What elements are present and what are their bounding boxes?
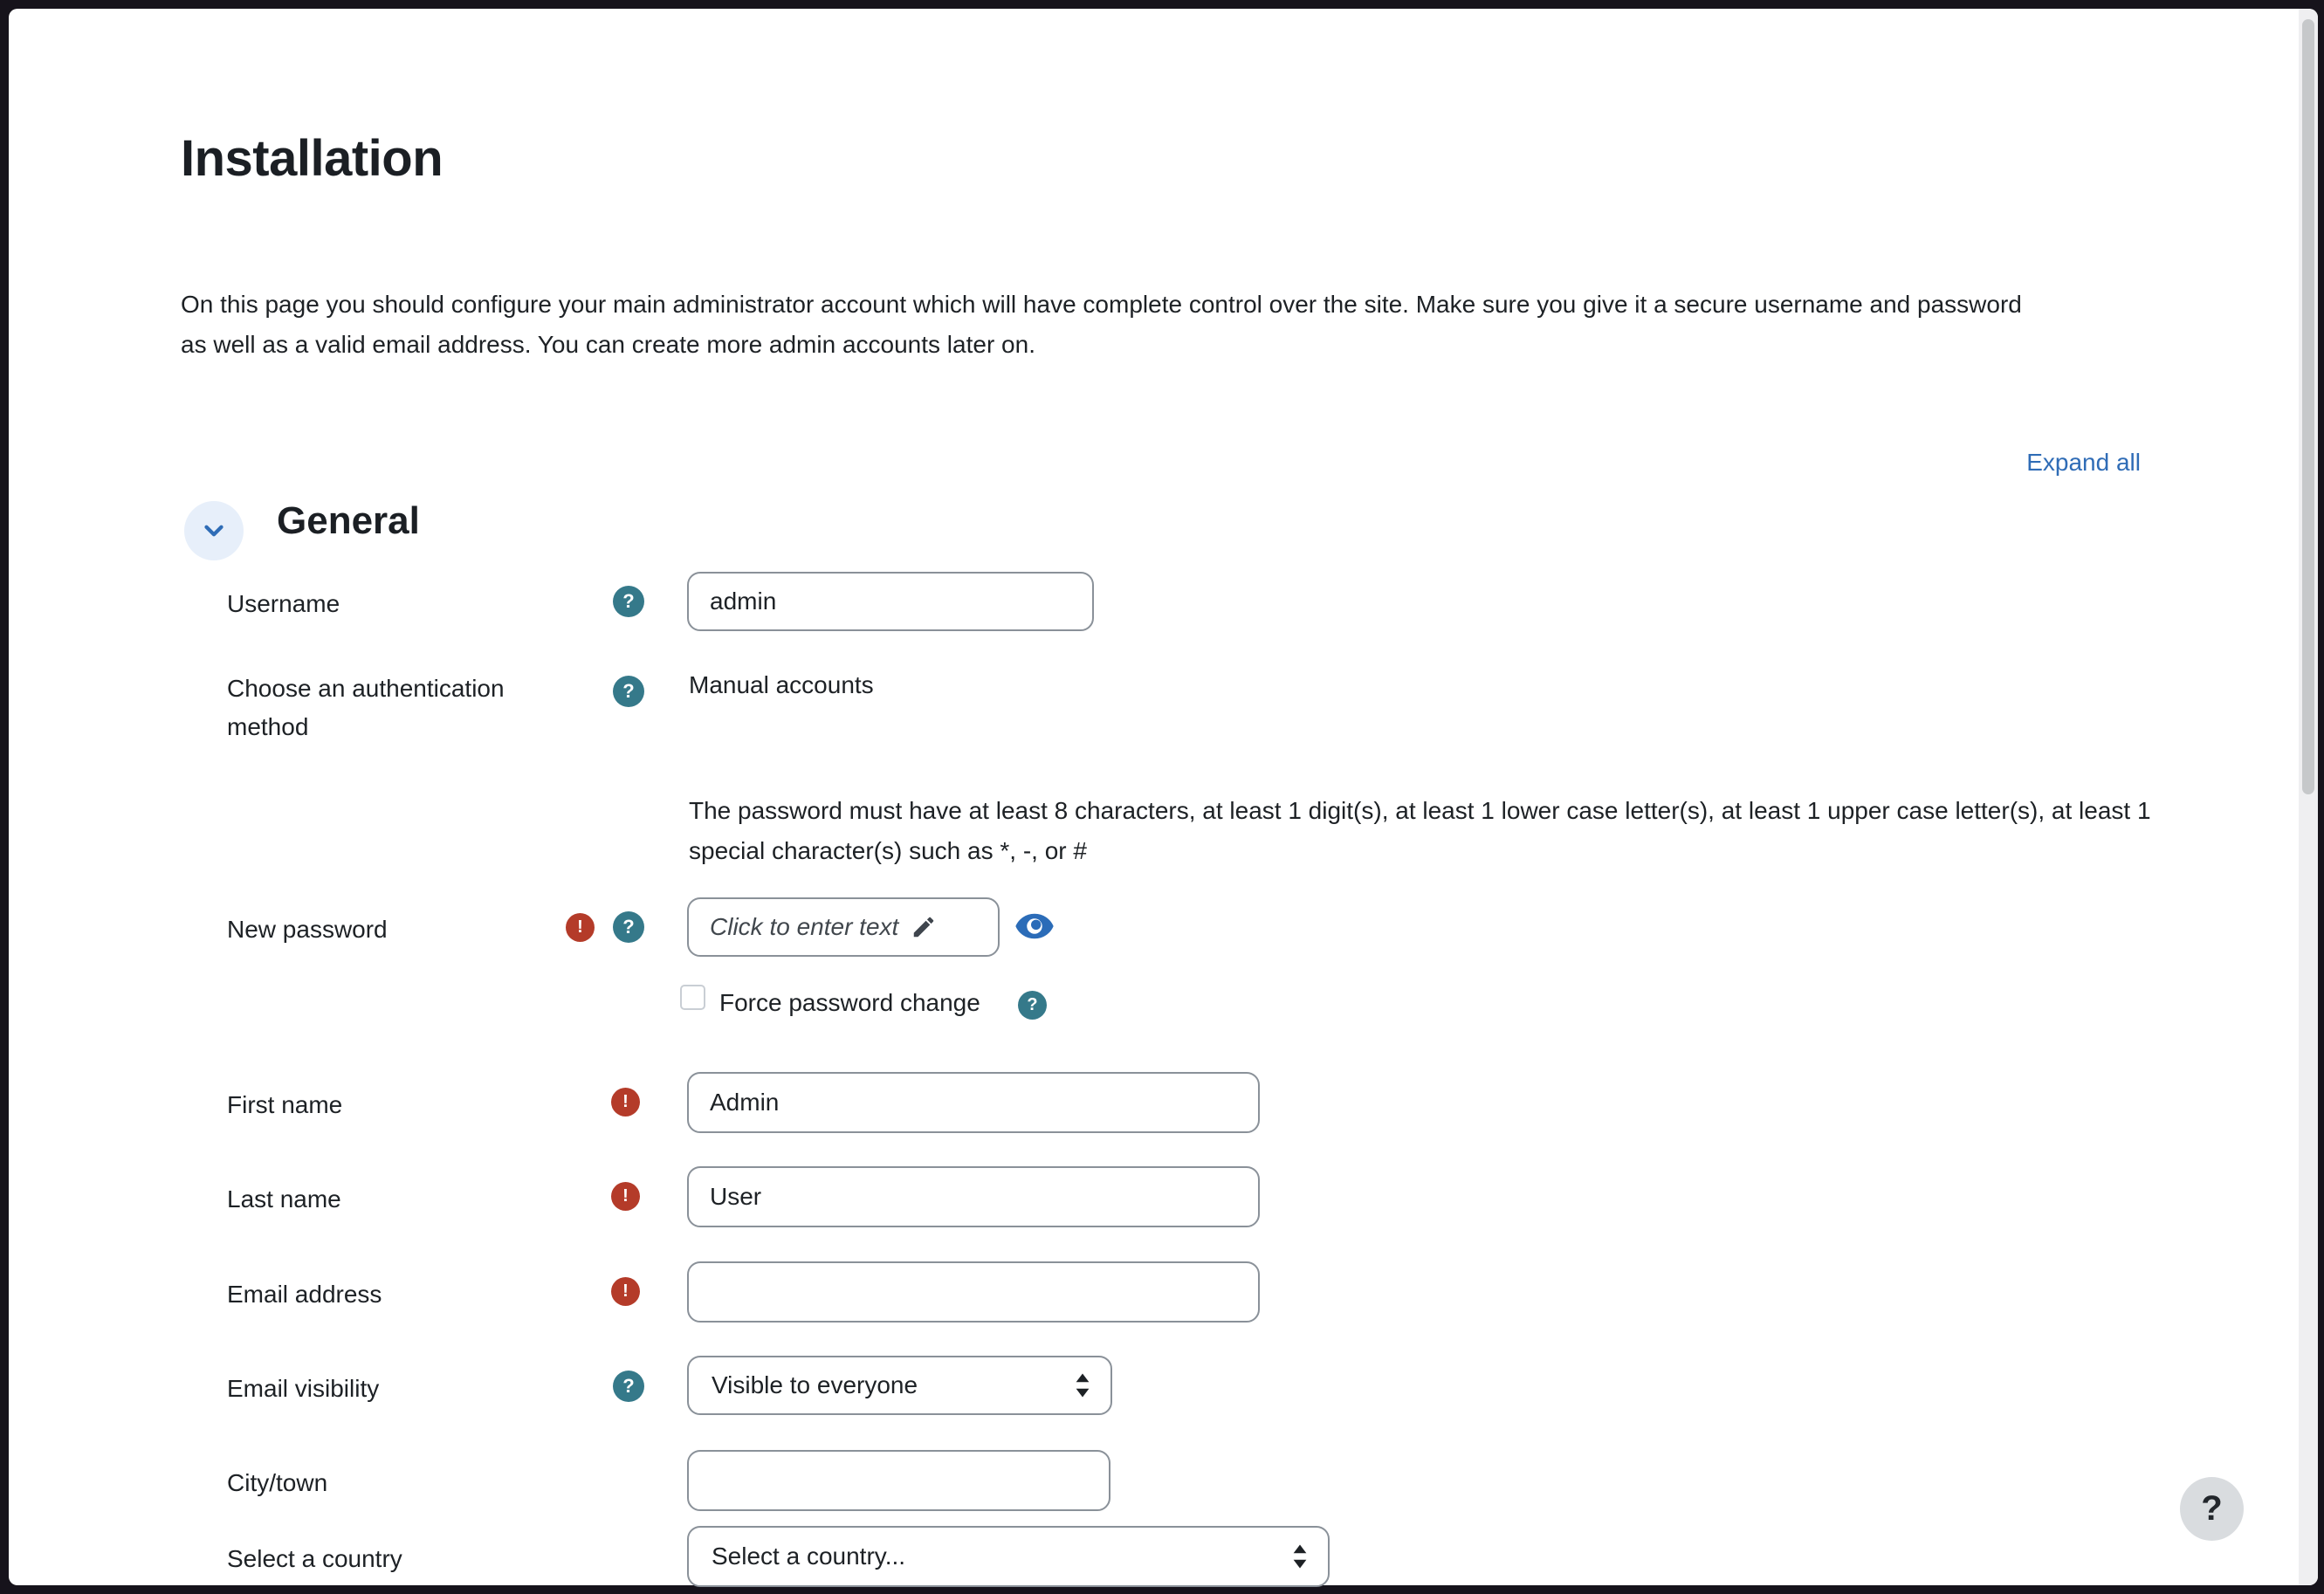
country-select[interactable]: [687, 1526, 1330, 1587]
required-icon: !: [611, 1088, 640, 1116]
select-arrows-icon: [1074, 1371, 1091, 1399]
username-input[interactable]: [687, 572, 1094, 631]
city-input[interactable]: [687, 1450, 1110, 1511]
required-icon: !: [611, 1182, 640, 1211]
email-visibility-select[interactable]: [687, 1356, 1112, 1415]
first-name-label: First name: [227, 1091, 343, 1118]
new-password-placeholder: Click to enter text: [710, 913, 899, 940]
force-password-change-label: Force password change: [719, 989, 980, 1016]
new-password-input[interactable]: [687, 897, 1000, 957]
question-mark-icon: ?: [2201, 1489, 2223, 1528]
select-arrows-icon: [1291, 1542, 1309, 1570]
new-password-help-icon[interactable]: ?: [613, 911, 644, 943]
help-fab-button[interactable]: [2180, 1477, 2244, 1541]
auth-method-value: Manual accounts: [689, 671, 874, 698]
force-password-change-help-icon[interactable]: ?: [1018, 991, 1047, 1020]
expand-all-link[interactable]: Expand all: [2026, 449, 2141, 476]
chevron-down-icon: [199, 516, 229, 546]
city-label: City/town: [227, 1469, 328, 1496]
last-name-label: Last name: [227, 1185, 341, 1213]
country-value: Select a country...: [712, 1542, 906, 1570]
scrollbar-thumb[interactable]: [2302, 19, 2314, 794]
page-title: Installation: [181, 130, 443, 187]
new-password-label: New password: [227, 916, 388, 943]
auth-method-help-icon[interactable]: ?: [613, 676, 644, 707]
country-label: Select a country: [227, 1545, 402, 1572]
email-input[interactable]: [687, 1261, 1260, 1323]
password-requirements-text: The password must have at least 8 characters, at least 1 digit(s), at least 1 lower case letter(s), at least 1 upper case letter(s), at least 1 special character(s) such as *, -, or #: [689, 797, 2151, 864]
last-name-input[interactable]: [687, 1166, 1260, 1227]
required-icon: !: [566, 913, 595, 942]
reveal-password-button[interactable]: [1014, 908, 1056, 945]
eye-icon: [1014, 910, 1056, 943]
email-visibility-help-icon[interactable]: ?: [613, 1371, 644, 1402]
email-label: Email address: [227, 1281, 382, 1308]
force-password-change-checkbox[interactable]: [680, 985, 705, 1010]
section-collapse-button[interactable]: [184, 501, 244, 560]
section-title: General: [277, 499, 420, 542]
required-icon: !: [611, 1277, 640, 1306]
email-visibility-value: Visible to everyone: [712, 1371, 918, 1398]
auth-method-label: Choose an authentication method: [227, 675, 505, 740]
pencil-icon: [911, 914, 937, 940]
scrollbar-track[interactable]: [2299, 9, 2318, 1585]
username-help-icon[interactable]: ?: [613, 586, 644, 617]
username-label: Username: [227, 590, 340, 617]
intro-text: On this page you should configure your main administrator account which will have complete control over the site. Make sure you give it a secure username and password as well as a valid email address. You can create more admin accounts later on.: [181, 291, 2022, 358]
first-name-input[interactable]: [687, 1072, 1260, 1133]
email-visibility-label: Email visibility: [227, 1375, 380, 1402]
